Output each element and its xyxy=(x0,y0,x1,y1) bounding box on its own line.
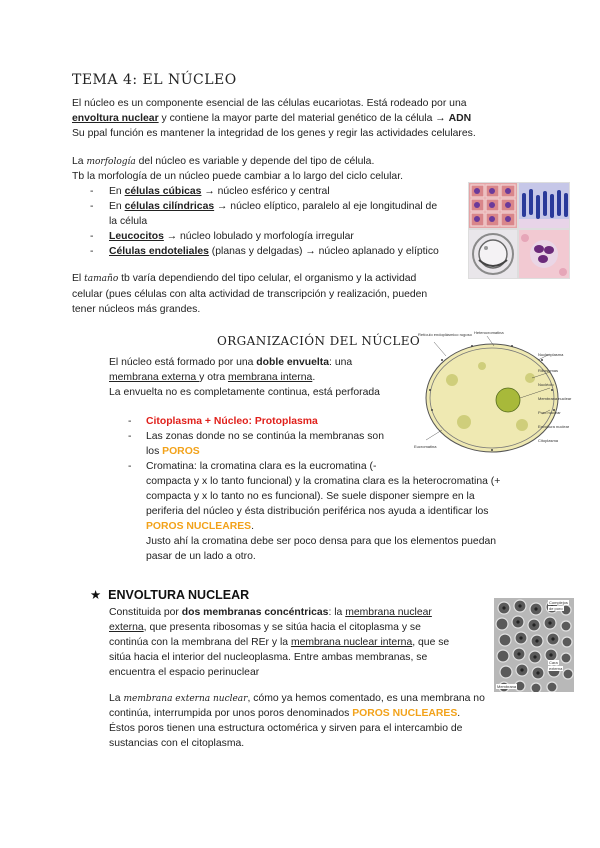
text: → núcleo esférico y central xyxy=(201,186,330,197)
intro-text: y contiene la mayor parte del material genético de la célula → xyxy=(158,113,449,124)
env-line-1 xyxy=(109,605,432,621)
text: (planas y delgadas) → núcleo aplanado y elíptico xyxy=(208,246,439,257)
size-line-1 xyxy=(72,271,416,287)
term-membrana-interna: membrana interna xyxy=(227,372,313,383)
org-bullet-3-l5 xyxy=(146,519,254,535)
term-membrana-nuclear-interna: membrana nuclear interna xyxy=(290,637,413,648)
diagram-label: Heterocromatina xyxy=(474,330,504,335)
columnar-cells-micrograph xyxy=(518,182,570,229)
morph-bullet-2-cont: la célula xyxy=(109,216,148,227)
text: En xyxy=(109,201,125,212)
diagram-label: Ribosomas xyxy=(538,368,559,373)
org-bullet-1: Citoplasma + Núcleo: Protoplasma xyxy=(146,416,318,427)
term-membrana-externa: membrana externa xyxy=(109,372,200,383)
nucleus-diagram xyxy=(412,330,574,456)
diagram-label: Nucléolo xyxy=(538,382,554,387)
org-bullet-3-l7: pasar de un lado a otro. xyxy=(146,551,256,562)
term-adn: ADN xyxy=(448,113,472,124)
morph-bullet-dash: - xyxy=(90,201,94,212)
diagram-label: Retículo endoplásmico rugoso xyxy=(418,332,472,337)
text: , cómo ya hemos comentado, es una membrana no xyxy=(247,693,485,704)
morph-bullet-dash: - xyxy=(90,186,94,197)
term-externa: externa xyxy=(109,622,144,633)
morph-bullet-4 xyxy=(109,244,439,260)
micro-label: Complejos xyxy=(549,600,568,605)
section-organizacion-title: ORGANIZACIÓN DEL NÚCLEO xyxy=(217,334,421,348)
text: → núcleo elíptico, paralelo al eje longitudinal de xyxy=(214,201,438,212)
term-doble-envuelta: doble envuelta xyxy=(256,357,330,368)
term-leucocitos: Leucocitos xyxy=(109,231,164,242)
text: . xyxy=(312,372,316,383)
text: : la xyxy=(328,607,346,618)
env-line-4: sitúa hacia el interior del nucleoplasma. Entre ambas membranas, se xyxy=(109,652,428,663)
endothelial-micrograph xyxy=(518,229,570,279)
term-poros: POROS xyxy=(162,446,200,457)
term-cubicas: células cúbicas xyxy=(124,186,202,197)
org-bullet-3-l4: periferia del núcleo y ésta distribución periférica nos ayuda a identificar los xyxy=(146,506,489,517)
term-envoltura: envoltura nuclear xyxy=(72,113,159,124)
org-line-1 xyxy=(109,355,352,371)
term-endoteliales: Células endoteliales xyxy=(109,246,209,257)
org-bullet-3-l3: compacta y x lo tanto no es funcional). Se suele disponer siempre en la xyxy=(146,491,475,502)
intro-line-2 xyxy=(72,111,471,127)
org-bullet-2: Las zonas donde no se continúa la membranas son xyxy=(146,431,384,442)
term-poros-nucleares: POROS NUCLEARES xyxy=(146,521,252,532)
org-bullet-dash: - xyxy=(128,461,132,472)
micro-label: de poro xyxy=(549,606,563,611)
env-line-2 xyxy=(109,620,421,636)
diagram-label: Membrana nuclear xyxy=(538,396,572,401)
page-title: TEMA 4: EL NÚCLEO xyxy=(72,72,237,88)
intro-line-1: El núcleo es un componente esencial de las células eucariotas. Está rodeado por una xyxy=(72,98,467,109)
env-line-5: encuentra el espacio perinuclear xyxy=(109,667,260,678)
morph-bullet-2 xyxy=(109,199,437,215)
term-membrana-externa-nuclear: membrana externa nuclear xyxy=(123,694,248,704)
env-line-3 xyxy=(109,635,449,651)
text: El xyxy=(72,273,85,284)
morph-line-2: Tb la morfología de un núcleo puede cambiar a lo largo del ciclo celular. xyxy=(72,171,403,182)
text: los xyxy=(146,446,163,457)
text: El núcleo está formado por una xyxy=(109,357,257,368)
org-line-3: La envuelta no es completamente continua, está perforada xyxy=(109,387,380,398)
star-icon: ★ xyxy=(90,588,102,602)
text: continúa, interrumpida por unos poros denominados xyxy=(109,708,353,719)
env-p2-line-4: sustancias con el citoplasma. xyxy=(109,738,245,749)
org-line-2 xyxy=(109,370,315,386)
text: , que presenta ribosomas y se sitúa hacia el citoplasma y se xyxy=(143,622,421,633)
diagram-label: Eucromatina xyxy=(414,444,437,449)
term-cilindricas: células cilíndricas xyxy=(124,201,215,212)
leukocyte-micrograph xyxy=(468,229,518,279)
text: Constituida por xyxy=(109,607,182,618)
size-line-3: tener núcleos más grandes. xyxy=(72,304,201,315)
text: y otra xyxy=(199,372,228,383)
morph-bullet-dash: - xyxy=(90,231,94,242)
text: → núcleo lobulado y morfología irregular xyxy=(163,231,354,242)
intro-line-3: Su ppal función es mantener la integridad de los genes y regir las actividades celulares. xyxy=(72,128,476,139)
env-p2-line-3: Éstos poros tienen una estructura octomérica y sirven para el intercambio de xyxy=(109,723,463,734)
env-p2-line-1 xyxy=(109,691,485,707)
term-morfologia: morfología xyxy=(86,157,136,167)
size-line-2: celular (pues células con alta actividad de transcripción y realización, pueden xyxy=(72,289,428,300)
term-poros-nucleares: POROS NUCLEARES xyxy=(352,708,458,719)
env-p2-line-2 xyxy=(109,706,460,722)
text: En xyxy=(109,186,125,197)
text: ENVOLTURA NUCLEAR xyxy=(108,588,250,602)
diagram-label: Envoltura nuclear xyxy=(538,424,570,429)
morph-bullet-3 xyxy=(109,229,354,245)
morph-line-1 xyxy=(72,154,374,170)
diagram-label: Citoplasma xyxy=(538,438,559,443)
morph-bullet-dash: - xyxy=(90,246,94,257)
micro-label: Cara xyxy=(549,660,558,665)
org-bullet-3-l6: Justo ahí la cromatina debe ser poco densa para que los elementos puedan xyxy=(146,536,497,547)
org-bullet-dash: - xyxy=(128,416,132,427)
text: La xyxy=(72,156,87,167)
org-bullet-3: Cromatina: la cromatina clara es la eucromatina (- xyxy=(146,461,377,472)
nuclear-pores-micrograph xyxy=(494,598,574,692)
cubic-cells-micrograph xyxy=(468,182,518,229)
morph-bullet-1 xyxy=(109,184,330,200)
text: continúa con la membrana del REr y la xyxy=(109,637,291,648)
org-bullet-dash: - xyxy=(128,431,132,442)
org-bullet-3-l2: compacta y x lo tanto funcional) y la cromatina clara es la heterocromatina (+ xyxy=(146,476,501,487)
section-envoltura-title xyxy=(90,587,249,603)
org-bullet-2-cont xyxy=(146,444,200,460)
text: La xyxy=(109,693,124,704)
text: , que se xyxy=(412,637,450,648)
diagram-label: Nucleoplasma xyxy=(538,352,564,357)
term-dos-membranas: dos membranas concéntricas xyxy=(181,607,329,618)
text: . xyxy=(457,708,461,719)
micro-label: Membrana xyxy=(497,684,517,689)
diagram-label: Poro nuclear xyxy=(538,410,561,415)
text: del núcleo es variable y depende del tipo de célula. xyxy=(135,156,375,167)
text: tb varía dependiendo del tipo celular, el organismo y la actividad xyxy=(118,273,417,284)
micro-label: externa xyxy=(549,666,563,671)
term-membrana-nuclear: membrana nuclear xyxy=(345,607,432,618)
text: : una xyxy=(329,357,353,368)
term-tamano: tamaño xyxy=(84,274,119,284)
text: . xyxy=(251,521,254,532)
